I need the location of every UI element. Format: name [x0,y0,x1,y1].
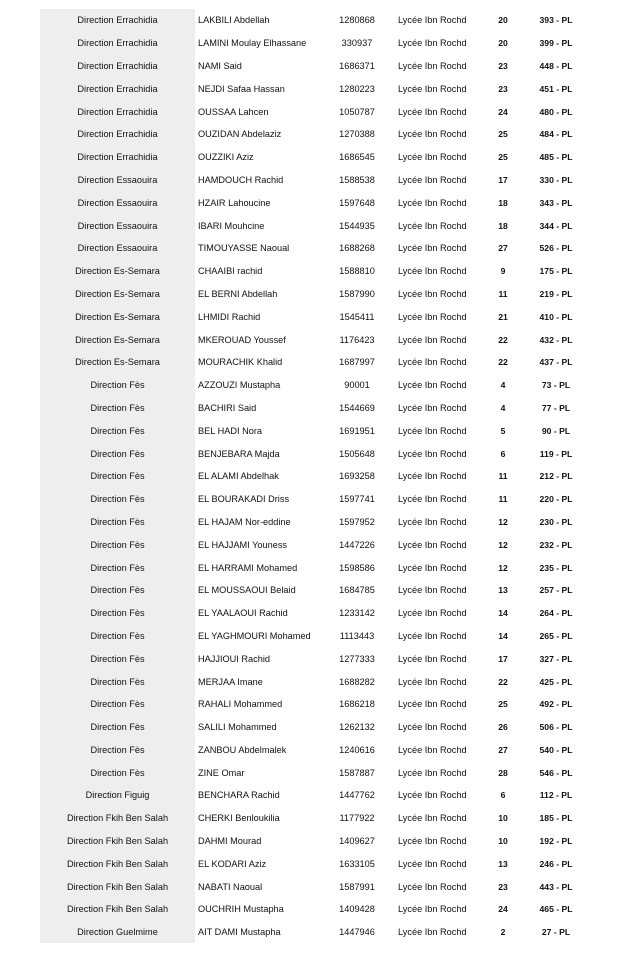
id-cell: 1409627 [339,836,375,847]
rank-cell: 24 [498,904,508,915]
direction-cell: Direction Fès [90,630,145,641]
code-cell: 432 - PL [539,334,573,345]
name-cell: HAJJIOUI Rachid [198,653,270,664]
id-cell: 1587887 [339,767,375,778]
table-row [0,693,621,716]
direction-cell: Direction Fès [90,653,145,664]
direction-cell: Direction Fkih Ben Salah [66,881,169,892]
table-row [0,397,621,420]
id-cell: 1691951 [339,425,375,436]
table-row [0,305,621,328]
table-row [0,146,621,169]
table-row [0,898,621,921]
direction-cell: Direction Fkih Ben Salah [66,813,169,824]
direction-cell: Direction Fès [90,494,145,505]
school-cell: Lycée Ibn Rochd [398,152,467,163]
code-cell: 73 - PL [541,380,571,391]
school-cell: Lycée Ibn Rochd [398,380,467,391]
school-cell: Lycée Ibn Rochd [398,60,467,71]
code-cell: 437 - PL [539,357,573,368]
id-cell: 1270388 [339,129,375,140]
id-cell: 1409428 [339,904,375,915]
name-cell: OUCHRIH Mustapha [198,904,284,915]
school-cell: Lycée Ibn Rochd [398,38,467,49]
name-cell: NAMI Said [198,60,242,71]
school-cell: Lycée Ibn Rochd [398,402,467,413]
direction-cell: Direction Fès [90,676,145,687]
school-cell: Lycée Ibn Rochd [398,15,467,26]
id-cell: 1597952 [339,516,375,527]
table-row [0,374,621,397]
rank-cell: 14 [498,630,508,641]
code-cell: 484 - PL [539,129,573,140]
direction-cell: Direction Essaouira [77,243,158,254]
table-row [0,647,621,670]
school-cell: Lycée Ibn Rochd [398,767,467,778]
rank-cell: 13 [498,585,508,596]
name-cell: EL BERNI Abdellah [198,288,278,299]
name-cell: IBARI Mouhcine [198,220,265,231]
school-cell: Lycée Ibn Rochd [398,653,467,664]
name-cell: CHERKI Benloukilia [198,813,280,824]
direction-cell: Direction Figuig [85,790,150,801]
table-row [0,283,621,306]
id-cell: 1505648 [339,448,375,459]
id-cell: 1262132 [339,722,375,733]
rank-cell: 17 [498,174,508,185]
code-cell: 264 - PL [539,608,573,619]
name-cell: AZZOUZI Mustapha [198,380,281,391]
table-row [0,625,621,648]
rank-cell: 17 [498,653,508,664]
name-cell: ZANBOU Abdelmalek [198,744,287,755]
code-cell: 175 - PL [539,266,573,277]
rank-cell: 18 [498,220,508,231]
name-cell: LAMINI Moulay Elhassane [198,38,307,49]
name-cell: DAHMI Mourad [198,836,262,847]
school-cell: Lycée Ibn Rochd [398,539,467,550]
rank-cell: 12 [498,516,508,527]
direction-cell: Direction Errachidia [77,106,158,117]
direction-cell: Direction Fkih Ben Salah [66,858,169,869]
code-cell: 220 - PL [539,494,573,505]
rank-cell: 27 [498,744,508,755]
direction-cell: Direction Fès [90,425,145,436]
name-cell: EL YAALAOUI Rachid [198,608,288,619]
school-cell: Lycée Ibn Rochd [398,220,467,231]
name-cell: NEJDI Safaa Hassan [198,83,285,94]
id-cell: 1280223 [339,83,375,94]
code-cell: 506 - PL [539,722,573,733]
name-cell: BEL HADI Nora [198,425,262,436]
direction-cell: Direction Es-Semara [75,357,160,368]
direction-cell: Direction Essaouira [77,174,158,185]
code-cell: 448 - PL [539,60,573,71]
rank-cell: 18 [498,197,508,208]
rank-cell: 20 [498,15,508,26]
id-cell: 1587991 [339,881,375,892]
id-cell: 1588810 [339,266,375,277]
name-cell: EL BOURAKADI Driss [198,494,290,505]
direction-cell: Direction Essaouira [77,220,158,231]
rank-cell: 13 [498,858,508,869]
direction-cell: Direction Errachidia [77,60,158,71]
direction-cell: Direction Es-Semara [75,266,160,277]
direction-cell: Direction Fkih Ben Salah [66,904,169,915]
id-cell: 1233142 [339,608,375,619]
code-cell: 235 - PL [539,562,573,573]
name-cell: MKEROUAD Youssef [198,334,286,345]
name-cell: HZAIR Lahoucine [198,197,271,208]
school-cell: Lycée Ibn Rochd [398,106,467,117]
school-cell: Lycée Ibn Rochd [398,881,467,892]
id-cell: 1687997 [339,357,375,368]
school-cell: Lycée Ibn Rochd [398,790,467,801]
name-cell: MOURACHIK Khalid [198,357,283,368]
id-cell: 1598586 [339,562,375,573]
rank-cell: 26 [498,722,508,733]
id-cell: 1447226 [339,539,375,550]
direction-cell: Direction Guelmime [77,927,158,938]
table-row [0,784,621,807]
name-cell: CHAAIBI rachid [198,266,263,277]
table-row [0,602,621,625]
table-row [0,716,621,739]
name-cell: BENCHARA Rachid [198,790,280,801]
direction-cell: Direction Errachidia [77,15,158,26]
direction-cell: Direction Fès [90,699,145,710]
rank-cell: 9 [500,266,506,277]
name-cell: EL ALAMI Abdelhak [198,471,279,482]
school-cell: Lycée Ibn Rochd [398,904,467,915]
rank-cell: 11 [498,494,508,505]
id-cell: 1177922 [339,813,375,824]
code-cell: 246 - PL [539,858,573,869]
rank-cell: 20 [498,38,508,49]
rank-cell: 23 [498,881,508,892]
name-cell: RAHALI Mohammed [198,699,283,710]
school-cell: Lycée Ibn Rochd [398,585,467,596]
id-cell: 1686218 [339,699,375,710]
table-row [0,100,621,123]
table-row [0,556,621,579]
rank-cell: 12 [498,562,508,573]
school-cell: Lycée Ibn Rochd [398,562,467,573]
id-cell: 1113443 [339,630,375,641]
table-row [0,9,621,32]
rank-cell: 14 [498,608,508,619]
school-cell: Lycée Ibn Rochd [398,630,467,641]
id-cell: 1176423 [339,334,375,345]
code-cell: 485 - PL [539,152,573,163]
id-cell: 1280868 [339,15,375,26]
school-cell: Lycée Ibn Rochd [398,174,467,185]
id-cell: 1686371 [339,60,375,71]
rank-cell: 24 [498,106,508,117]
school-cell: Lycée Ibn Rochd [398,425,467,436]
school-cell: Lycée Ibn Rochd [398,858,467,869]
id-cell: 1544669 [339,402,375,413]
name-cell: NABATI Naoual [198,881,263,892]
rank-cell: 10 [498,813,508,824]
direction-cell: Direction Errachidia [77,152,158,163]
rank-cell: 4 [500,402,506,413]
school-cell: Lycée Ibn Rochd [398,744,467,755]
table-row [0,419,621,442]
direction-cell: Direction Fès [90,585,145,596]
school-cell: Lycée Ibn Rochd [398,83,467,94]
direction-cell: Direction Fès [90,471,145,482]
name-cell: EL HAJAM Nor-eddine [198,516,291,527]
id-cell: 1240616 [339,744,375,755]
name-cell: BACHIRI Said [198,402,257,413]
table-row [0,511,621,534]
direction-cell: Direction Fès [90,608,145,619]
school-cell: Lycée Ibn Rochd [398,676,467,687]
code-cell: 526 - PL [539,243,573,254]
id-cell: 1597648 [339,197,375,208]
school-cell: Lycée Ibn Rochd [398,608,467,619]
code-cell: 77 - PL [541,402,571,413]
id-cell: 1545411 [339,311,375,322]
rank-cell: 23 [498,60,508,71]
table-row [0,579,621,602]
id-cell: 1447946 [339,927,375,938]
school-cell: Lycée Ibn Rochd [398,494,467,505]
direction-cell: Direction Fès [90,744,145,755]
school-cell: Lycée Ibn Rochd [398,927,467,938]
id-cell: 1597741 [339,494,375,505]
table-row [0,830,621,853]
id-cell: 1684785 [339,585,375,596]
rank-cell: 10 [498,836,508,847]
rank-cell: 28 [498,767,508,778]
rank-cell: 25 [498,699,508,710]
id-cell: 1447762 [339,790,375,801]
name-cell: ZINE Omar [198,767,245,778]
code-cell: 185 - PL [539,813,573,824]
direction-cell: Direction Fès [90,380,145,391]
table-row [0,465,621,488]
table-row [0,807,621,830]
name-cell: MERJAA Imane [198,676,263,687]
name-cell: OUZZIKI Aziz [198,152,254,163]
code-cell: 192 - PL [539,836,573,847]
school-cell: Lycée Ibn Rochd [398,722,467,733]
code-cell: 212 - PL [539,471,573,482]
school-cell: Lycée Ibn Rochd [398,311,467,322]
rank-cell: 5 [500,425,506,436]
code-cell: 399 - PL [539,38,573,49]
table-row [0,237,621,260]
id-cell: 1587990 [339,288,375,299]
code-cell: 257 - PL [539,585,573,596]
code-cell: 219 - PL [539,288,573,299]
table-row [0,169,621,192]
rank-cell: 23 [498,83,508,94]
name-cell: EL HARRAMI Mohamed [198,562,298,573]
name-cell: TIMOUYASSE Naoual [198,243,290,254]
direction-cell: Direction Es-Semara [75,334,160,345]
code-cell: 343 - PL [539,197,573,208]
table-row [0,123,621,146]
name-cell: AIT DAMI Mustapha [198,927,281,938]
direction-cell: Direction Fès [90,448,145,459]
rank-cell: 12 [498,539,508,550]
school-cell: Lycée Ibn Rochd [398,243,467,254]
table-row [0,77,621,100]
name-cell: LAKBILI Abdellah [198,15,270,26]
direction-cell: Direction Errachidia [77,129,158,140]
rank-cell: 6 [500,790,506,801]
table-row [0,670,621,693]
school-cell: Lycée Ibn Rochd [398,357,467,368]
rank-cell: 4 [500,380,506,391]
code-cell: 443 - PL [539,881,573,892]
table-row [0,533,621,556]
school-cell: Lycée Ibn Rochd [398,836,467,847]
code-cell: 27 - PL [541,927,571,938]
direction-cell: Direction Fès [90,767,145,778]
id-cell: 1588538 [339,174,375,185]
table-row [0,328,621,351]
school-cell: Lycée Ibn Rochd [398,266,467,277]
rank-cell: 27 [498,243,508,254]
table-row [0,488,621,511]
table-row [0,921,621,944]
code-cell: 393 - PL [539,15,573,26]
code-cell: 90 - PL [541,425,571,436]
rank-cell: 21 [498,311,508,322]
direction-cell: Direction Es-Semara [75,311,160,322]
table-row [0,191,621,214]
rank-cell: 22 [498,357,508,368]
table-row [0,442,621,465]
name-cell: OUZIDAN Abdelaziz [198,129,282,140]
id-cell: 330937 [341,38,373,49]
code-cell: 230 - PL [539,516,573,527]
name-cell: SALILI Mohammed [198,722,277,733]
school-cell: Lycée Ibn Rochd [398,129,467,140]
direction-cell: Direction Errachidia [77,83,158,94]
table-row [0,852,621,875]
code-cell: 410 - PL [539,311,573,322]
table-row [0,351,621,374]
code-cell: 119 - PL [539,448,573,459]
code-cell: 232 - PL [539,539,573,550]
results-table [0,9,621,944]
direction-cell: Direction Fès [90,539,145,550]
id-cell: 1050787 [339,106,375,117]
direction-cell: Direction Fkih Ben Salah [66,836,169,847]
code-cell: 540 - PL [539,744,573,755]
rank-cell: 25 [498,129,508,140]
school-cell: Lycée Ibn Rochd [398,197,467,208]
table-row [0,214,621,237]
id-cell: 1544935 [339,220,375,231]
name-cell: LHMIDI Rachid [198,311,261,322]
name-cell: HAMDOUCH Rachid [198,174,284,185]
school-cell: Lycée Ibn Rochd [398,516,467,527]
id-cell: 1686545 [339,152,375,163]
table-row [0,260,621,283]
table-row [0,55,621,78]
code-cell: 425 - PL [539,676,573,687]
code-cell: 546 - PL [539,767,573,778]
id-cell: 90001 [344,380,370,391]
rank-cell: 22 [498,676,508,687]
rank-cell: 11 [498,288,508,299]
id-cell: 1688282 [339,676,375,687]
code-cell: 112 - PL [539,790,573,801]
direction-cell: Direction Essaouira [77,197,158,208]
rank-cell: 22 [498,334,508,345]
table-row [0,875,621,898]
code-cell: 330 - PL [539,174,573,185]
code-cell: 265 - PL [539,630,573,641]
code-cell: 451 - PL [539,83,573,94]
name-cell: EL YAGHMOURI Mohamed [198,630,311,641]
school-cell: Lycée Ibn Rochd [398,334,467,345]
school-cell: Lycée Ibn Rochd [398,813,467,824]
school-cell: Lycée Ibn Rochd [398,699,467,710]
code-cell: 327 - PL [539,653,573,664]
direction-cell: Direction Fès [90,402,145,413]
rank-cell: 6 [500,448,506,459]
rank-cell: 25 [498,152,508,163]
direction-cell: Direction Errachidia [77,38,158,49]
code-cell: 492 - PL [539,699,573,710]
school-cell: Lycée Ibn Rochd [398,471,467,482]
name-cell: OUSSAA Lahcen [198,106,269,117]
code-cell: 465 - PL [539,904,573,915]
table-row [0,761,621,784]
name-cell: EL MOUSSAOUI Belaid [198,585,296,596]
school-cell: Lycée Ibn Rochd [398,448,467,459]
name-cell: BENJEBARA Majda [198,448,280,459]
direction-cell: Direction Fès [90,722,145,733]
school-cell: Lycée Ibn Rochd [398,288,467,299]
id-cell: 1633105 [339,858,375,869]
id-cell: 1277333 [339,653,375,664]
name-cell: EL KODARI Aziz [198,858,267,869]
name-cell: EL HAJJAMI Youness [198,539,288,550]
direction-cell: Direction Fès [90,562,145,573]
id-cell: 1688268 [339,243,375,254]
table-row [0,32,621,55]
direction-cell: Direction Es-Semara [75,288,160,299]
id-cell: 1693258 [339,471,375,482]
code-cell: 480 - PL [539,106,573,117]
rank-cell: 2 [500,927,506,938]
code-cell: 344 - PL [539,220,573,231]
table-row [0,739,621,762]
direction-cell: Direction Fès [90,516,145,527]
rank-cell: 11 [498,471,508,482]
